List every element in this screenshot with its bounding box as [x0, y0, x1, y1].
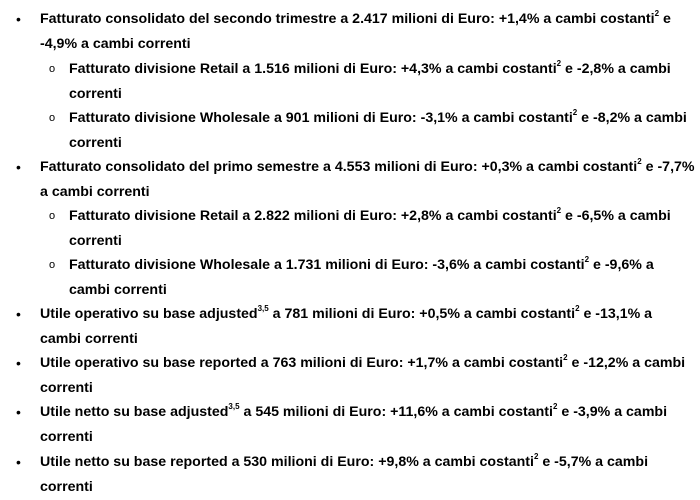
item-text: Fatturato consolidato del primo semestre a 4.553 milioni di Euro: +0,3% a cambi costanti: [40, 159, 638, 175]
footnote-ref: 2: [533, 452, 539, 462]
footnote-ref: 3,5: [228, 402, 240, 412]
footnote-ref: 2: [637, 157, 642, 167]
list-item-revenue-q2-wholesale: [49, 106, 696, 155]
footnote-ref: 2: [584, 255, 590, 265]
item-text: Fatturato divisione Wholesale a 1.731 milioni di Euro: -3,6% a cambi costanti: [69, 257, 585, 273]
list-item-operating-income-adjusted: [16, 302, 696, 351]
item-text-end: e -2,8% a cambi correnti: [69, 61, 671, 102]
item-text: Fatturato consolidato del secondo trimestre a 2.417 milioni di Euro: +1,4% a cambi costanti: [40, 11, 655, 27]
list-item-net-income-reported: [16, 450, 696, 499]
footnote-ref: 2: [556, 206, 562, 216]
footnote-ref: 3,5: [257, 304, 269, 314]
item-text-end: e -12,2% a cambi correnti: [40, 355, 686, 396]
item-text-end: e -4,9% a cambi correnti: [40, 11, 671, 52]
item-text: Fatturato divisione Retail a 1.516 milioni di Euro: +4,3% a cambi costanti: [69, 61, 557, 77]
footnote-ref: 2: [572, 108, 578, 118]
item-text: Fatturato divisione Wholesale a 901 milioni di Euro: -3,1% a cambi costanti: [69, 110, 573, 126]
bullet-dot: •: [16, 355, 21, 371]
item-text: Utile netto su base adjusted: [40, 404, 229, 420]
footnote-ref: 2: [552, 402, 558, 412]
bullet-circle: o: [49, 63, 56, 75]
item-text: Utile netto su base reported a 530 milioni di Euro: +9,8% a cambi costanti: [40, 454, 534, 470]
footnote-ref: 2: [575, 304, 580, 314]
bullet-dot: •: [16, 306, 21, 322]
list-item-revenue-h1-retail: [49, 204, 696, 253]
list-item-operating-income-reported: [16, 351, 696, 400]
item-text-end: e -7,7% a cambi correnti: [40, 159, 695, 200]
list-item-revenue-q2-retail: [49, 57, 696, 106]
footnote-ref: 2: [563, 353, 568, 363]
item-text-end: e -9,6% a cambi correnti: [69, 257, 654, 298]
item-text-end: e -13,1% a cambi correnti: [40, 306, 653, 347]
item-text: Utile operativo su base adjusted: [40, 306, 258, 322]
bullet-dot: •: [16, 454, 21, 470]
item-text-mid: a 781 milioni di Euro: +0,5% a cambi costanti: [268, 306, 576, 322]
bullet-dot: •: [16, 159, 21, 175]
item-text-end: e -5,7% a cambi correnti: [40, 454, 649, 495]
list-item-revenue-h1-wholesale: [49, 253, 696, 302]
bullet-circle: o: [49, 259, 56, 271]
item-text-end: e -6,5% a cambi correnti: [69, 208, 671, 249]
bullet-dot: •: [16, 404, 21, 420]
item-text: Utile operativo su base reported a 763 milioni di Euro: +1,7% a cambi costanti: [40, 355, 564, 371]
item-text-end: e -8,2% a cambi correnti: [69, 110, 687, 151]
bullet-circle: o: [49, 112, 56, 124]
item-text-mid: a 545 milioni di Euro: +11,6% a cambi costanti: [239, 404, 553, 420]
bullet-circle: o: [49, 210, 56, 222]
list-item-revenue-h1-consolidated: [16, 155, 696, 204]
list-item-net-income-adjusted: [16, 400, 696, 449]
list-item-revenue-q2-consolidated: [16, 7, 696, 56]
footnote-ref: 2: [556, 59, 562, 69]
item-text-end: e -3,9% a cambi correnti: [40, 404, 668, 445]
bullet-dot: •: [16, 11, 21, 27]
footnote-ref: 2: [654, 9, 660, 19]
item-text: Fatturato divisione Retail a 2.822 milioni di Euro: +2,8% a cambi costanti: [69, 208, 557, 224]
